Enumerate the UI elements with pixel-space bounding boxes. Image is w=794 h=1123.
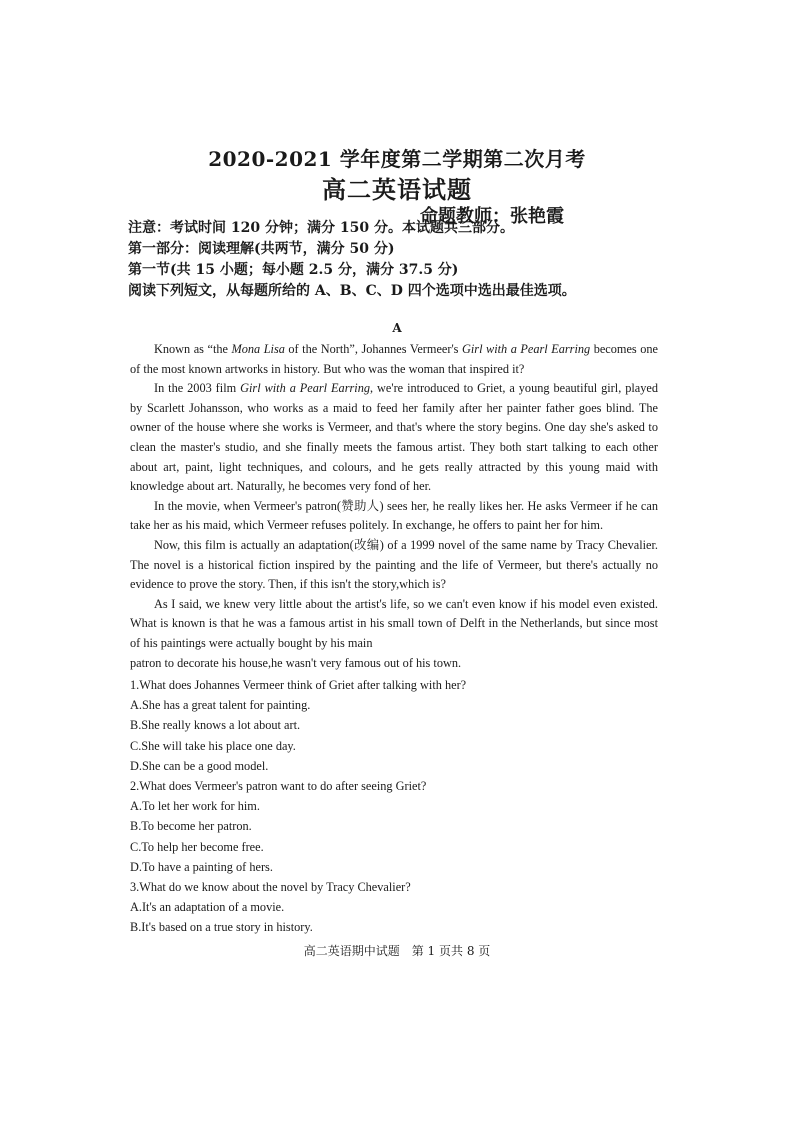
passage-paragraph bbox=[130, 379, 658, 497]
answer-option: C.To help her become free. bbox=[130, 839, 264, 854]
answer-option: A.She has a great talent for painting. bbox=[130, 698, 311, 713]
answer-option: D.To have a painting of hers. bbox=[130, 859, 273, 874]
italic-title: Girl with a Pearl Earring bbox=[240, 381, 370, 396]
answer-option: A.To let her work for him. bbox=[130, 799, 260, 814]
italic-title: Girl with a Pearl Earring bbox=[462, 342, 591, 356]
passage-letter: A bbox=[392, 321, 402, 335]
reading-passage bbox=[130, 340, 658, 673]
answer-option: A.It's an adaptation of a movie. bbox=[130, 900, 285, 915]
instruction-line: 第一节(共 15 小题；每小题 2.5 分，满分 37.5 分) bbox=[128, 262, 459, 278]
question-stem: 1.What does Johannes Vermeer think of Griet after talking with her? bbox=[130, 678, 467, 692]
passage-paragraph bbox=[130, 340, 658, 379]
page-footer: 高二英语期中试题 第 1 页共 8 页 bbox=[303, 944, 491, 958]
instruction-line: 阅读下列短文，从每题所给的 A、B、C、D 四个选项中选出最佳选项。 bbox=[128, 283, 576, 299]
text-span: In the 2003 film bbox=[154, 381, 241, 396]
text-span: becomes one of the most known artworks in history. But who was the woman that inspired it? bbox=[130, 342, 658, 376]
instruction-line: 第一部分：阅读理解(共两节，满分 50 分) bbox=[128, 241, 395, 257]
italic-title: Mona Lisa bbox=[231, 342, 285, 356]
passage-paragraph: Now, this film is actually an adaptation(改编) of a 1999 novel of the same name by Tracy Chevalier. The novel is a historical fiction inspired by the painting and the life of Vermeer, but there's actually no evidence to prove the story. Then, if this isn't the story,which is? bbox=[130, 537, 658, 592]
text-span: , we're introduced to Griet, a young beautiful girl, played by Scarlett Johansson, who works as a maid to feed her family after her painter father goes blind. The owner of the house where she works is Vermeer, and that's where the story begins. One day she's asked to clean the master's studio, and she finally meets the famous artist. They both start talking to each other about art, paint, light techniques, and colours, and he gets really attracted by this young maid with knowledge about art. Naturally, he becomes very fond of her. bbox=[130, 381, 658, 494]
answer-option: C.She will take his place one day. bbox=[130, 738, 296, 753]
exam-instructions bbox=[128, 218, 688, 302]
instruction-line: 注意：考试时间 120 分钟；满分 150 分。本试题共三部分。 bbox=[128, 220, 514, 236]
passage-paragraph: In the movie, when Vermeer's patron(赞助人) sees her, he really likes her. He asks Vermeer if he can take her as his maid, which Vermeer refuses politely. In exchange, he offers to paint her for him. bbox=[130, 498, 658, 533]
exam-subject-title: 高二英语试题 bbox=[322, 175, 472, 204]
answer-option: B.To become her patron. bbox=[130, 819, 252, 834]
question-stem: 3.What do we know about the novel by Tracy Chevalier? bbox=[130, 880, 411, 895]
answer-option: B.It's based on a true story in history. bbox=[130, 920, 313, 935]
answer-option: D.She can be a good model. bbox=[130, 758, 269, 773]
question-stem: 2.What does Vermeer's patron want to do after seeing Griet? bbox=[130, 779, 427, 794]
passage-paragraph: As I said, we knew very little about the artist's life, so we can't even know if his model even existed. What is known is that he was a famous artist in his small town of Delft in the Netherlands, but since most of his paintings were actually bought by his main bbox=[130, 596, 658, 650]
text-span: of the North”, Johannes Vermeer's bbox=[284, 342, 462, 356]
text-span: Known as “the bbox=[154, 342, 232, 356]
answer-option: B.She really knows a lot about art. bbox=[130, 718, 301, 733]
question-list bbox=[130, 675, 658, 938]
exam-author: 命题教师：张艳霞 bbox=[420, 206, 564, 227]
exam-title: 2020-2021 学年度第二学期第二次月考 bbox=[208, 147, 586, 171]
passage-paragraph-continued: patron to decorate his house,he wasn't very famous out of his town. bbox=[130, 655, 462, 670]
